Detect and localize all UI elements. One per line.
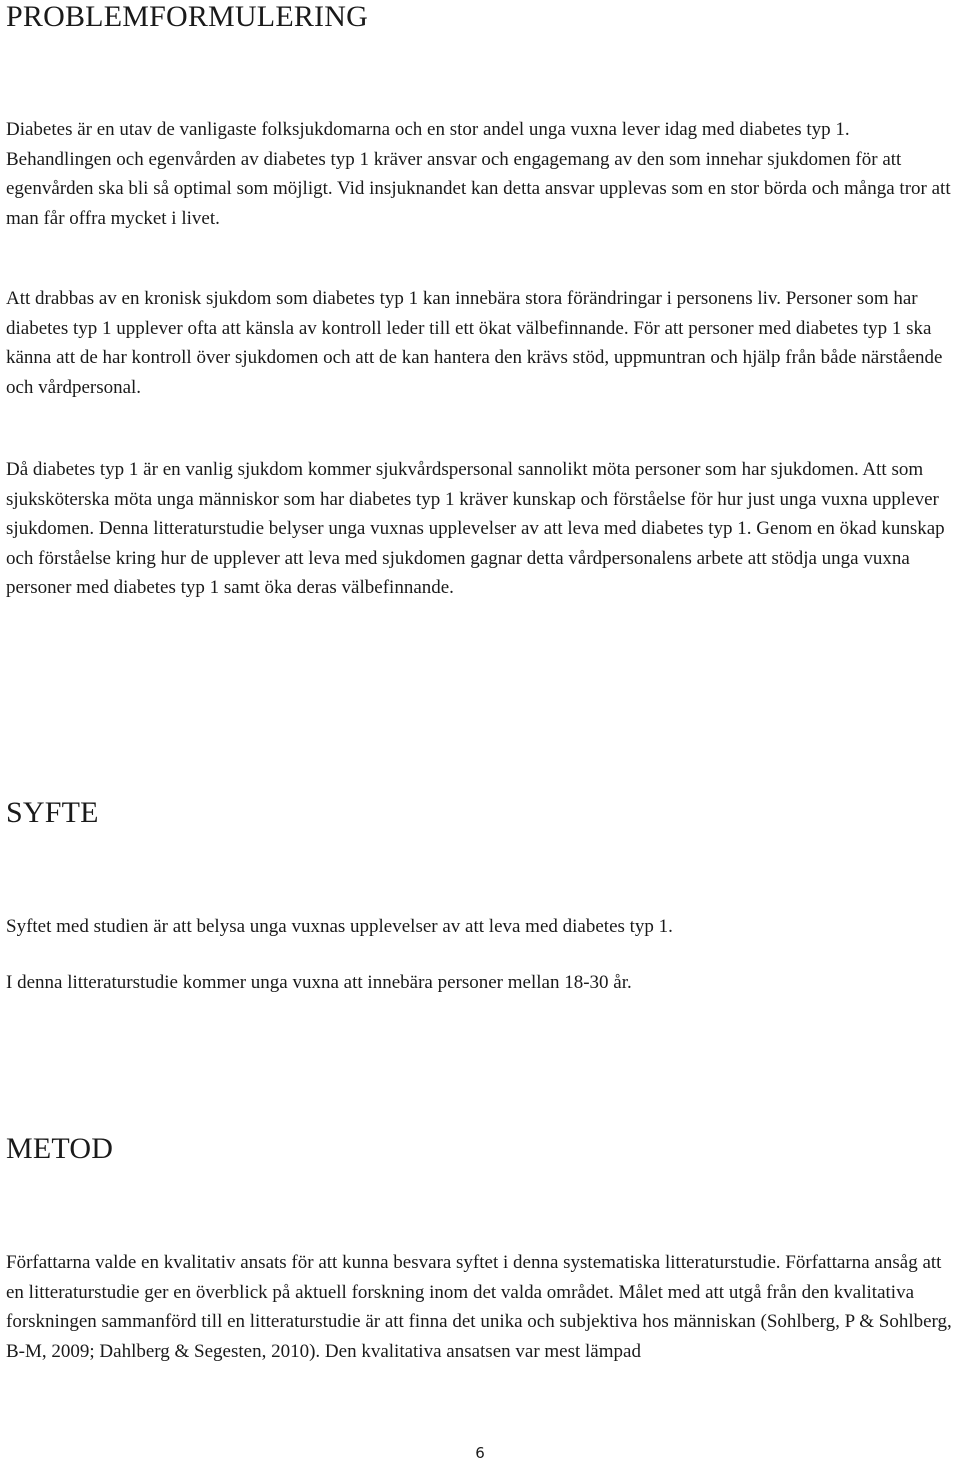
syfte-paragraph-1: Syftet med studien är att belysa unga vuxnas upplevelser av att leva med diabetes typ 1.	[6, 916, 673, 937]
problemformulering-paragraph-3: Då diabetes typ 1 är en vanlig sjukdom kommer sjukvårdspersonal sannolikt möta personer som har sjukdomen. Att som sjuksköterska möta unga människor som har diabetes typ 1 kräver kunskap och förståelse för hur just unga vuxna upplever sjukdomen. Denna litteraturstudie belyser unga vuxnas upplevelser av att leva med diabetes typ 1. Genom en ökad kunskap och förståelse kring hur de upplever att leva med sjukdomen gagnar detta vårdpersonalens arbete att stödja unga vuxna personer med diabetes typ 1 samt öka deras välbefinnande.	[6, 459, 945, 598]
syfte-paragraph-2: I denna litteraturstudie kommer unga vuxna att innebära personer mellan 18-30 år.	[6, 972, 632, 993]
section-heading-metod: METOD	[6, 1132, 114, 1165]
section-heading-problemformulering: PROBLEMFORMULERING	[6, 0, 368, 33]
metod-paragraph-1: Författarna valde en kvalitativ ansats för att kunna besvara syftet i denna systematiska litteraturstudie. Författarna ansåg att en litteraturstudie ger en överblick på aktuell forskning inom det valda området. Målet med att utgå från den kvalitativa forskningen sammanförd till en litteraturstudie är att finna det unika och subjektiva hos människan (Sohlberg, P & Sohlberg, B-M, 2009; Dahlberg & Segesten, 2010). Den kvalitativa ansatsen var mest lämpad	[6, 1252, 952, 1362]
page-number: 6	[475, 1444, 485, 1462]
section-heading-syfte: SYFTE	[6, 796, 99, 829]
problemformulering-paragraph-2: Att drabbas av en kronisk sjukdom som diabetes typ 1 kan innebära stora förändringar i personens liv. Personer som har diabetes typ 1 upplever ofta att känsla av kontroll leder till ett ökat välbefinnande. För att personer med diabetes typ 1 ska känna att de har kontroll över sjukdomen och att de kan hantera den krävs stöd, uppmuntran och hjälp från både närstående och vårdpersonal.	[6, 288, 943, 398]
problemformulering-paragraph-1: Diabetes är en utav de vanligaste folksjukdomarna och en stor andel unga vuxna lever idag med diabetes typ 1. Behandlingen och egenvården av diabetes typ 1 kräver ansvar och engagemang av den som innehar sjukdomen för att egenvården ska bli så optimal som möjligt. Vid insjuknandet kan detta ansvar upplevas som en stor börda och många tror att man får offra mycket i livet.	[6, 119, 951, 229]
